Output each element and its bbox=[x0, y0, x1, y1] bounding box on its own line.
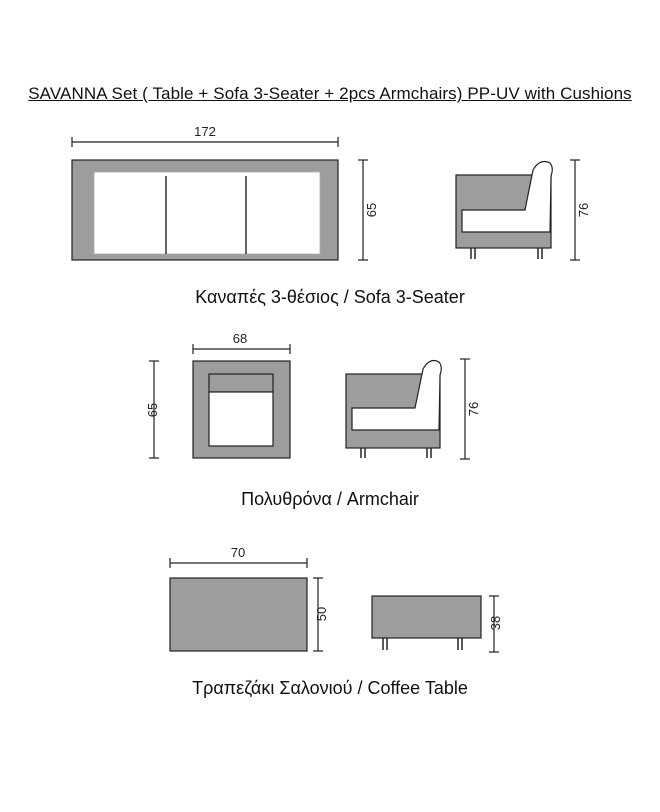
armchair-seat-cushion bbox=[209, 392, 273, 446]
sofa-top-view bbox=[72, 124, 379, 260]
table-side-body bbox=[372, 596, 481, 638]
table-depth-label: 50 bbox=[314, 606, 329, 622]
armchair-width-label: 68 bbox=[232, 331, 248, 346]
sofa-width-label: 172 bbox=[194, 124, 216, 139]
table-top-view bbox=[170, 545, 329, 651]
sofa-depth-label: 65 bbox=[364, 202, 379, 218]
armchair-height-label: 76 bbox=[466, 401, 481, 417]
armchair-backrest bbox=[209, 374, 273, 392]
table-top-surface bbox=[170, 578, 307, 651]
armchair-side-view bbox=[346, 359, 481, 459]
armchair-depth-label: 65 bbox=[145, 402, 160, 418]
sofa-caption: Καναπές 3-θέσιος / Sofa 3-Seater bbox=[195, 287, 465, 307]
table-width-label: 70 bbox=[230, 545, 246, 560]
table-height-label: 38 bbox=[488, 615, 503, 631]
page-title: SAVANNA Set ( Table + Sofa 3-Seater + 2pcs Armchairs) PP-UV with Cushions bbox=[28, 84, 632, 103]
armchair-top-view bbox=[145, 331, 290, 458]
armchair-caption: Πολυθρόνα / Armchair bbox=[241, 489, 419, 509]
sofa-seat-cushions bbox=[94, 172, 320, 254]
table-side-view bbox=[372, 596, 503, 652]
sofa-side-view bbox=[456, 160, 591, 260]
sofa-height-label: 76 bbox=[576, 202, 591, 218]
table-caption: Τραπεζάκι Σαλονιού / Coffee Table bbox=[192, 678, 468, 698]
